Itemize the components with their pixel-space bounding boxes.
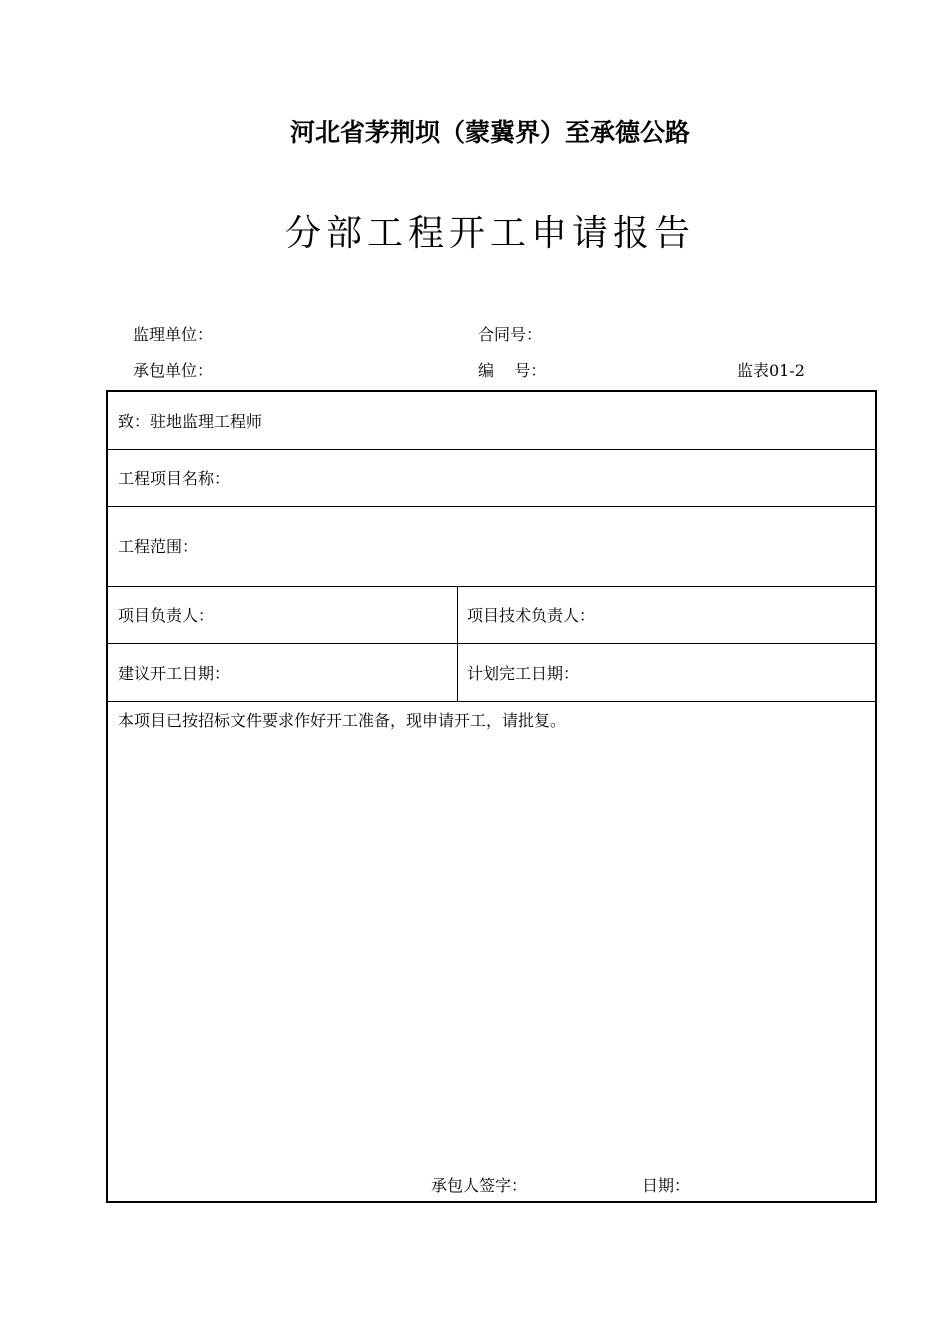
dates-row [108,644,875,702]
column-divider [457,644,458,701]
column-divider [457,587,458,643]
contractor-unit-label: 承包单位： [133,361,214,380]
form-title: 分部工程开工申请报告 [284,213,695,254]
project-name-label: 工程项目名称： [118,469,231,488]
planned-finish-label: 计划完工日期： [467,664,580,683]
serial-no-label: 编 号： [478,361,547,380]
supervisor-unit-label: 监理单位： [133,325,214,344]
project-title: 河北省茅荆坝（蒙冀界）至承德公路 [289,118,690,147]
project-name-row [108,450,875,507]
managers-row [108,587,875,644]
tech-manager-label: 项目技术负责人： [467,606,596,625]
addressee-row [108,392,875,450]
proposed-start-label: 建议开工日期： [118,664,231,683]
form-code: 监表01-2 [737,361,805,380]
contract-no-label: 合同号： [478,325,543,344]
scope-row [108,507,875,587]
statement-row [108,702,875,1201]
date-label: 日期： [642,1176,691,1195]
contractor-signature-label: 承包人签字： [431,1176,528,1195]
project-manager-label: 项目负责人： [118,606,215,625]
addressee-text: 致：驻地监理工程师 [118,412,263,431]
statement-text: 本项目已按招标文件要求作好开工准备，现申请开工，请批复。 [118,711,567,730]
scope-label: 工程范围： [118,537,199,556]
application-form-table [106,390,877,1203]
